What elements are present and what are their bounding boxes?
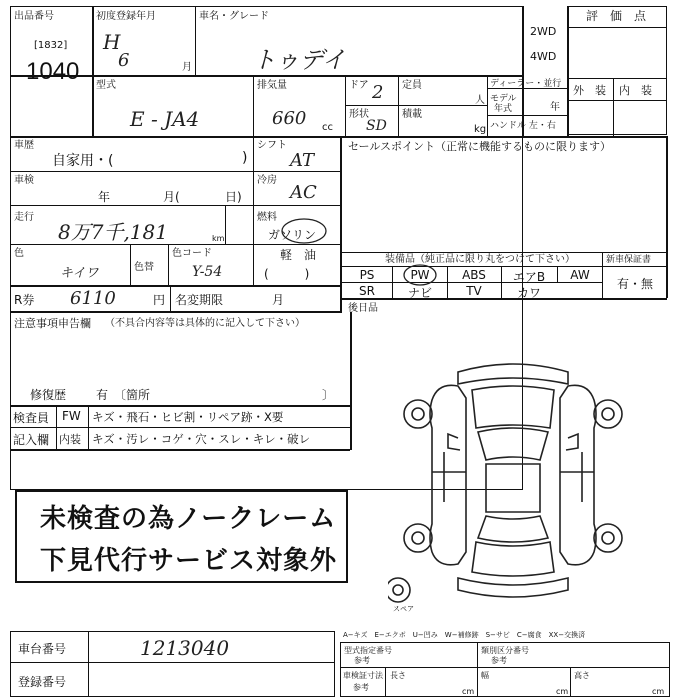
inspection-year: 年 [98, 190, 111, 204]
inspection-label: 車検 [14, 175, 34, 186]
inspector-label1: 検査員 [13, 411, 50, 425]
equip-airbag: エアB [512, 270, 546, 284]
ac-value: AC [290, 182, 317, 203]
load-label: 積載 [402, 109, 422, 120]
warranty-label: 新車保証書 [606, 255, 652, 265]
equip-abs: ABS [462, 268, 486, 282]
shift-value: AT [290, 150, 315, 171]
lot-number: 1040 [26, 58, 80, 85]
dims-sub: 参考 [353, 683, 369, 692]
reg-number-label: 登録番号 [18, 675, 67, 689]
model-year-label1: モデル [490, 94, 517, 104]
era-value: H [103, 30, 121, 54]
inspection-month: 月( [163, 190, 180, 204]
person-unit: 人 [475, 95, 485, 106]
type-label: 型式 [96, 80, 116, 91]
equip-tv: TV [466, 284, 482, 298]
displacement-value: 660 [272, 108, 307, 129]
recycle-value: 6110 [70, 288, 116, 309]
length-unit: cm [462, 687, 475, 696]
fuel-gasoline: ガソリン [268, 228, 317, 242]
equip-pw: PW [410, 268, 430, 282]
equipment-title: 装備品（純正品に限り丸をつけて下さい） [385, 254, 575, 265]
shape-value: SD [366, 118, 387, 134]
first-reg-label: 初度登録年月 [96, 11, 156, 22]
color-label: 色 [14, 248, 24, 259]
repair-value: 有 〔箇所 [96, 388, 151, 402]
equip-ps: PS [359, 268, 375, 282]
color-change-label: 色替 [134, 262, 154, 273]
repair-label: 修復歴 [30, 388, 67, 402]
usage-close: ) [242, 150, 248, 166]
height-unit: cm [652, 687, 665, 696]
year-unit: 年 [550, 102, 560, 113]
length-label: 長さ [390, 671, 406, 680]
class-sub: 参考 [491, 656, 507, 665]
yen-unit: 円 [153, 293, 166, 307]
displacement-label: 排気量 [257, 80, 287, 91]
recycle-label: R券 [14, 293, 35, 307]
later-date-label: 後日品 [348, 303, 378, 314]
usage-label: 車歴 [14, 140, 34, 151]
inspector-label2: 記入欄 [13, 433, 50, 447]
sales-point-label: セールスポイント（正常に機能するものに限ります） [348, 140, 612, 153]
name-change-month: 月 [272, 293, 285, 307]
fw-text: キズ・飛石・ヒビ割・リペア跡・X要 [92, 410, 284, 424]
usage-value: 自家用・( [52, 153, 114, 169]
month-unit: 月 [182, 62, 192, 73]
width-label: 幅 [481, 671, 489, 680]
notes-hint: （不具合内容等は具体的に記入して下さい） [105, 318, 305, 329]
name-change-label: 名変期限 [175, 293, 224, 307]
car-damage-diagram [388, 352, 638, 614]
chassis-value: 1213040 [140, 636, 230, 660]
equip-sr: SR [359, 284, 375, 298]
chassis-label: 車台番号 [18, 642, 67, 656]
equip-leather: カワ [516, 286, 541, 300]
grade-box [567, 6, 667, 135]
color-code-value: Y-54 [192, 264, 223, 280]
doors-value: 2 [372, 82, 384, 103]
kg-unit: kg [474, 124, 487, 135]
inspection-day: 日) [225, 190, 242, 204]
model-name-value: トゥデイ [252, 46, 346, 74]
class-label: 類別区分番号 [481, 646, 529, 655]
lot-label: 出品番号 [14, 11, 54, 22]
drive-2wd: 2WD [530, 25, 557, 38]
fuel-paren: ( ) [264, 267, 310, 281]
notice-line1: 未検査の為ノークレーム [40, 504, 337, 534]
fuel-diesel: 軽 油 [280, 248, 317, 262]
model-year-label2: 年式 [494, 104, 513, 114]
fuel-label: 燃料 [257, 212, 277, 223]
damage-legend: A−キズ E−エクボ U−凹み W−補修跡 S−サビ C−腐食 XX−交換済 [343, 631, 586, 639]
cert-sub: 参考 [354, 656, 370, 665]
drive-4wd: 4WD [530, 50, 557, 63]
km-unit: km [212, 234, 225, 243]
notice-line2: 下見代行サービス対象外 [40, 546, 338, 576]
spare-label: スペア [393, 605, 414, 613]
mileage-value: 8万7千,181 [58, 220, 168, 244]
equip-navi: ナビ [407, 286, 432, 300]
fuel-gasoline-circle [278, 216, 330, 246]
width-unit: cm [556, 687, 569, 696]
exterior-label: 外 装 [573, 84, 606, 97]
mileage-label: 走行 [14, 212, 34, 223]
shape-label: 形状 [349, 109, 369, 120]
model-label: 車名・グレード [199, 11, 269, 22]
type-value: E - JA4 [130, 107, 200, 131]
lot-sub: [1832] [34, 40, 68, 51]
reg-year-value: 6 [118, 50, 130, 71]
color-value: キイワ [60, 266, 99, 281]
cc-unit: cc [322, 122, 333, 133]
capacity-label: 定員 [402, 80, 422, 91]
grade-label: 評 価 点 [586, 9, 647, 23]
dealer-label: ディーラー・並行 [490, 79, 562, 89]
repair-close: 〕 [322, 388, 335, 402]
notes-title: 注意事項申告欄 [14, 317, 91, 330]
dims-label: 車検証寸法 [343, 671, 383, 680]
shift-label: シフト [257, 140, 287, 151]
warranty-value: 有・無 [616, 277, 653, 291]
int-tag: 内装 [59, 433, 81, 446]
interior-label: 内 装 [619, 84, 652, 97]
equip-aw: AW [570, 268, 590, 282]
cert-label: 型式指定番号 [344, 646, 392, 655]
int-text: キズ・汚レ・コゲ・穴・スレ・キレ・破レ [92, 432, 311, 446]
handle-label: ハンドル 左・右 [490, 121, 556, 131]
fw-tag: FW [62, 409, 81, 423]
height-label: 高さ [574, 671, 590, 680]
doors-label: ドア [349, 80, 369, 91]
ac-label: 冷房 [257, 175, 277, 186]
color-code-label: 色コード [172, 248, 212, 259]
